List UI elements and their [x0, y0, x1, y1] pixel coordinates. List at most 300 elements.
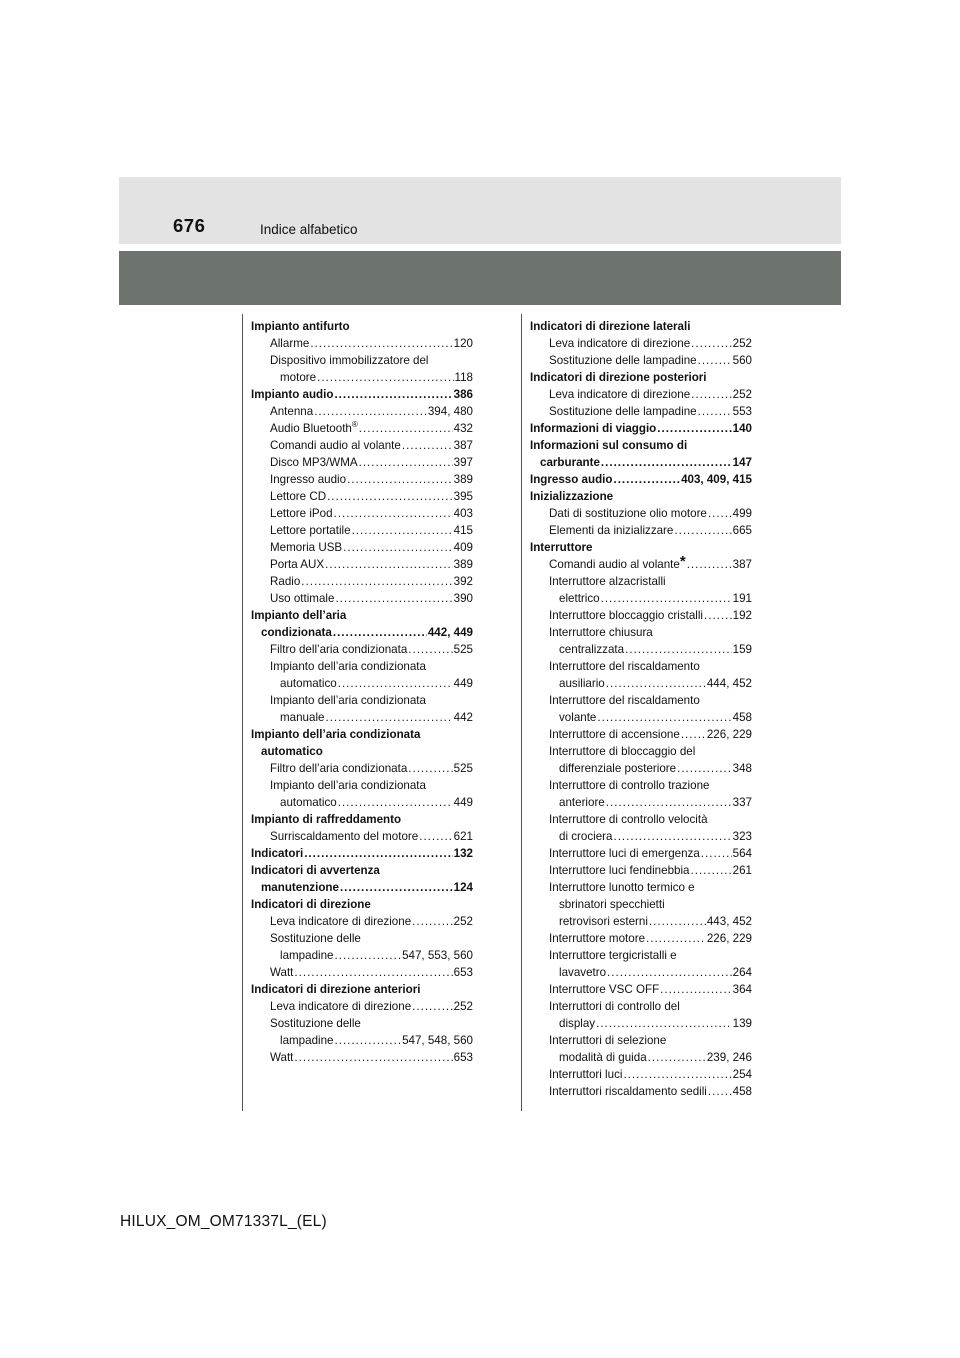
entry-label: lampadine	[280, 949, 334, 962]
page-reference: 348	[732, 762, 752, 775]
page-reference: 254	[732, 1068, 752, 1081]
entry-label: automatico	[280, 677, 337, 690]
dot-leader	[646, 930, 706, 947]
page-reference: 621	[453, 830, 473, 843]
dot-leader	[687, 556, 732, 573]
page-reference: 159	[732, 643, 752, 656]
entry-label: differenziale posteriore	[559, 762, 677, 775]
dot-leader	[606, 675, 706, 692]
dot-leader	[317, 369, 453, 386]
index-entry	[530, 1015, 752, 1032]
entry-label: Uso ottimale	[270, 592, 335, 605]
entry-label: Interruttori di selezione	[549, 1034, 667, 1047]
entry-label: condizionata	[261, 626, 332, 639]
dot-leader	[338, 675, 453, 692]
dot-leader	[334, 386, 452, 403]
dot-leader	[698, 352, 732, 369]
index-heading	[530, 437, 752, 454]
entry-label: Indicatori di direzione	[251, 898, 371, 911]
entry-label: Impianto di raffreddamento	[251, 813, 402, 826]
entry-label: Interruttore VSC OFF	[549, 983, 660, 996]
entry-label: Impianto dell’aria	[251, 609, 347, 622]
index-entry	[251, 760, 473, 777]
entry-label: Interruttore luci di emergenza	[549, 847, 700, 860]
dot-leader	[419, 828, 452, 845]
entry-label: Indicatori di direzione anteriori	[251, 983, 421, 996]
index-entry	[530, 709, 752, 726]
index-column-right	[530, 318, 752, 1100]
entry-label: Ingresso audio	[270, 473, 347, 486]
entry-label: Interruttore	[530, 541, 593, 554]
entry-label: Dispositivo immobilizzatore del	[270, 354, 429, 367]
entry-label: Sostituzione delle lampadine	[549, 405, 697, 418]
index-entry	[251, 590, 473, 607]
entry-label: motore	[280, 371, 317, 384]
page-reference: 139	[732, 1017, 752, 1030]
entry-label: sbrinatori specchietti	[559, 898, 665, 911]
page-reference: 443, 452	[706, 915, 752, 928]
index-entry	[530, 573, 752, 590]
dot-leader	[333, 624, 427, 641]
dot-leader	[625, 641, 732, 658]
page-reference: 192	[732, 609, 752, 622]
page-reference: 653	[453, 966, 473, 979]
dot-leader	[301, 573, 452, 590]
column-divider-left	[242, 314, 243, 1111]
page-reference: 665	[732, 524, 752, 537]
index-entry	[530, 913, 752, 930]
dot-leader	[657, 420, 731, 437]
entry-label: volante	[559, 711, 597, 724]
asterisk-mark: *	[679, 553, 686, 570]
dot-leader	[601, 454, 732, 471]
index-entry	[251, 930, 473, 947]
page-reference: 147	[732, 456, 752, 469]
entry-label: Indicatori di avvertenza	[251, 864, 380, 877]
entry-label: Impianto dell’aria condizionata	[251, 728, 421, 741]
entry-label: Leva indicatore di direzione	[270, 915, 412, 928]
dot-leader	[304, 845, 452, 862]
entry-label: Impianto dell’aria condizionata	[270, 660, 426, 673]
index-heading	[251, 862, 473, 879]
page-reference: 389	[453, 558, 473, 571]
index-heading	[251, 607, 473, 624]
index-entry	[251, 403, 473, 420]
entry-label: Interruttore di controllo trazione	[549, 779, 710, 792]
page-reference: 499	[732, 507, 752, 520]
index-entry	[530, 811, 752, 828]
page-reference: 337	[732, 796, 752, 809]
dot-leader	[681, 726, 706, 743]
page-reference: 444, 452	[706, 677, 752, 690]
index-entry	[251, 471, 473, 488]
page-reference: 403, 409, 415	[681, 473, 752, 486]
index-heading	[530, 471, 752, 488]
header-band	[119, 177, 841, 244]
index-entry	[251, 709, 473, 726]
entry-label: Interruttore luci fendinebbia	[549, 864, 690, 877]
entry-label: Informazioni di viaggio	[530, 422, 657, 435]
page-reference: 323	[732, 830, 752, 843]
page-reference: 442	[453, 711, 473, 724]
dot-leader	[335, 1032, 402, 1049]
index-entry	[530, 1083, 752, 1100]
entry-label: Interruttore chiusura	[549, 626, 653, 639]
index-entry	[251, 505, 473, 522]
entry-label: Comandi audio al volante	[270, 439, 401, 452]
dot-leader	[325, 709, 452, 726]
index-heading	[530, 539, 752, 556]
dot-leader	[698, 403, 732, 420]
page-reference: 449	[453, 796, 473, 809]
page-reference: 191	[732, 592, 752, 605]
index-entry	[530, 760, 752, 777]
page-reference: 387	[453, 439, 473, 452]
index-entry	[251, 488, 473, 505]
entry-label: Lettore CD	[270, 490, 327, 503]
index-entry	[530, 1049, 752, 1066]
entry-label: Leva indicatore di direzione	[270, 1000, 412, 1013]
entry-label: Interruttori di controllo del	[549, 1000, 680, 1013]
index-heading	[251, 318, 473, 335]
index-heading	[251, 981, 473, 998]
entry-label: Dati di sostituzione olio motore	[549, 507, 707, 520]
dot-leader	[648, 1049, 706, 1066]
dot-leader	[335, 590, 452, 607]
page-reference: 564	[732, 847, 752, 860]
index-entry	[251, 777, 473, 794]
entry-label: Lettore iPod	[270, 507, 333, 520]
entry-label: Lettore portatile	[270, 524, 351, 537]
dot-leader	[408, 641, 452, 658]
index-entry	[530, 692, 752, 709]
index-entry	[251, 675, 473, 692]
index-entry	[530, 352, 752, 369]
entry-label: elettrico	[559, 592, 600, 605]
index-entry	[251, 352, 473, 369]
entry-label: Antenna	[270, 405, 314, 418]
entry-label: Indicatori	[251, 847, 304, 860]
dot-leader	[335, 947, 402, 964]
entry-label: Disco MP3/WMA	[270, 456, 358, 469]
entry-label: Radio	[270, 575, 301, 588]
page-number: 676	[173, 215, 206, 236]
page-reference: 226, 229	[706, 728, 752, 741]
page-reference: 395	[453, 490, 473, 503]
index-entry	[530, 777, 752, 794]
entry-label: Comandi audio al volante*	[549, 553, 686, 571]
index-entry	[251, 437, 473, 454]
index-entry	[251, 556, 473, 573]
entry-label: carburante	[540, 456, 600, 469]
index-entry	[251, 947, 473, 964]
index-entry	[251, 828, 473, 845]
index-entry	[251, 1015, 473, 1032]
index-heading	[251, 811, 473, 828]
dot-leader	[352, 522, 453, 539]
page-reference: 140	[732, 422, 752, 435]
index-entry	[251, 522, 473, 539]
entry-label: Indicatori di direzione laterali	[530, 320, 691, 333]
entry-label: Ingresso audio	[530, 473, 613, 486]
entry-label: Leva indicatore di direzione	[549, 388, 691, 401]
index-heading	[251, 726, 473, 743]
index-heading	[530, 488, 752, 505]
page-reference: 409	[453, 541, 473, 554]
dot-leader	[412, 998, 453, 1015]
entry-label: automatico	[280, 796, 337, 809]
entry-label: Filtro dell’aria condizionata	[270, 762, 408, 775]
index-entry	[530, 335, 752, 352]
dot-leader	[338, 794, 453, 811]
page-reference: 560	[732, 354, 752, 367]
page-reference: 120	[453, 337, 473, 350]
page-reference: 653	[453, 1051, 473, 1064]
index-entry	[251, 1032, 473, 1049]
entry-label: Impianto antifurto	[251, 320, 350, 333]
dot-leader	[623, 1066, 731, 1083]
entry-label: Interruttore di accensione	[549, 728, 680, 741]
dot-leader	[704, 607, 732, 624]
entry-label: Interruttore bloccaggio cristalli	[549, 609, 704, 622]
dot-leader	[314, 403, 427, 420]
entry-label: automatico	[261, 745, 323, 758]
dot-leader	[359, 420, 453, 437]
entry-label: Impianto audio	[251, 388, 334, 401]
index-entry	[530, 607, 752, 624]
dot-leader	[691, 862, 732, 879]
index-entry	[530, 794, 752, 811]
entry-label: Interruttore motore	[549, 932, 646, 945]
entry-label: Indicatori di direzione posteriori	[530, 371, 707, 384]
page-reference: 252	[453, 1000, 473, 1013]
entry-label: manuale	[280, 711, 325, 724]
header-bar	[119, 251, 841, 305]
entry-label: Impianto dell’aria condizionata	[270, 779, 426, 792]
entry-label: retrovisori esterni	[559, 915, 648, 928]
index-entry	[251, 641, 473, 658]
index-heading	[251, 386, 473, 403]
index-entry	[251, 658, 473, 675]
dot-leader	[325, 556, 453, 573]
entry-label: Surriscaldamento del motore	[270, 830, 419, 843]
index-entry	[251, 624, 473, 641]
dot-leader	[649, 913, 706, 930]
page-reference: 458	[732, 711, 752, 724]
index-entry	[251, 743, 473, 760]
entry-label: manutenzione	[261, 881, 339, 894]
dot-leader	[340, 879, 453, 896]
page-reference: 264	[732, 966, 752, 979]
dot-leader	[327, 488, 453, 505]
dot-leader	[294, 964, 452, 981]
entry-label: Elementi da inizializzare	[549, 524, 674, 537]
page-reference: 390	[453, 592, 473, 605]
dot-leader	[359, 454, 453, 471]
index-entry	[251, 539, 473, 556]
index-entry	[530, 505, 752, 522]
index-entry	[530, 624, 752, 641]
page-reference: 386	[453, 388, 473, 401]
index-entry	[530, 862, 752, 879]
page-reference: 124	[453, 881, 473, 894]
index-entry	[530, 743, 752, 760]
entry-label: Impianto dell’aria condizionata	[270, 694, 426, 707]
index-entry	[251, 573, 473, 590]
dot-leader	[708, 505, 732, 522]
index-entry	[251, 1049, 473, 1066]
entry-label: Sostituzione delle	[270, 1017, 361, 1030]
page-reference: 132	[453, 847, 473, 860]
index-entry	[530, 930, 752, 947]
dot-leader	[677, 760, 732, 777]
page-reference: 547, 553, 560	[402, 949, 473, 962]
entry-label: Interruttori riscaldamento sedili	[549, 1085, 707, 1098]
index-heading	[530, 318, 752, 335]
dot-leader	[674, 522, 731, 539]
page-reference: 252	[732, 388, 752, 401]
index-entry	[530, 947, 752, 964]
index-entry	[530, 641, 752, 658]
index-entry	[530, 1066, 752, 1083]
dot-leader	[402, 437, 453, 454]
registered-mark: ®	[351, 420, 358, 430]
entry-label: centralizzata	[559, 643, 625, 656]
dot-leader	[412, 913, 453, 930]
index-entry	[251, 369, 473, 386]
dot-leader	[691, 386, 732, 403]
page-reference: 226, 229	[706, 932, 752, 945]
page-reference: 252	[732, 337, 752, 350]
index-entry	[530, 553, 752, 573]
entry-label: Interruttore di controllo velocità	[549, 813, 708, 826]
dot-leader	[408, 760, 452, 777]
entry-label: Interruttori luci	[549, 1068, 623, 1081]
page-reference: 261	[732, 864, 752, 877]
entry-label: Allarme	[270, 337, 310, 350]
page-reference: 403	[453, 507, 473, 520]
page-reference: 364	[732, 983, 752, 996]
page-reference: 415	[453, 524, 473, 537]
entry-label: Informazioni sul consumo di	[530, 439, 688, 452]
dot-leader	[334, 505, 453, 522]
entry-label: Watt	[270, 1051, 294, 1064]
dot-leader	[607, 964, 732, 981]
index-entry	[530, 981, 752, 998]
entry-label: Interruttore tergicristalli e	[549, 949, 677, 962]
entry-label: lampadine	[280, 1034, 334, 1047]
index-entry	[251, 913, 473, 930]
dot-leader	[596, 1015, 732, 1032]
page-reference: 553	[732, 405, 752, 418]
entry-label: lavavetro	[559, 966, 607, 979]
page-reference: 525	[453, 643, 473, 656]
entry-label: Porta AUX	[270, 558, 325, 571]
page-reference: 118	[454, 371, 473, 384]
page-reference: 394, 480	[427, 405, 473, 418]
page-reference: 239, 246	[706, 1051, 752, 1064]
index-entry	[251, 692, 473, 709]
dot-leader	[294, 1049, 452, 1066]
entry-label: Leva indicatore di direzione	[549, 337, 691, 350]
index-heading	[251, 896, 473, 913]
index-entry	[251, 335, 473, 352]
index-entry	[251, 998, 473, 1015]
entry-label: Filtro dell’aria condizionata	[270, 643, 408, 656]
dot-leader	[660, 981, 731, 998]
entry-label: Memoria USB	[270, 541, 343, 554]
page-reference: 389	[453, 473, 473, 486]
index-heading	[251, 845, 473, 862]
entry-label: Interruttore alzacristalli	[549, 575, 666, 588]
page-reference: 458	[732, 1085, 752, 1098]
dot-leader	[347, 471, 453, 488]
index-entry	[530, 522, 752, 539]
index-entry	[251, 879, 473, 896]
index-entry	[530, 879, 752, 896]
entry-label: Interruttore del riscaldamento	[549, 694, 700, 707]
index-heading	[530, 369, 752, 386]
dot-leader	[601, 590, 732, 607]
page-reference: 547, 548, 560	[402, 1034, 473, 1047]
index-entry	[530, 454, 752, 471]
page-reference: 392	[453, 575, 473, 588]
index-entry	[530, 845, 752, 862]
page-reference: 432	[453, 422, 473, 435]
index-entry	[530, 403, 752, 420]
index-entry	[530, 590, 752, 607]
index-column-left	[251, 318, 473, 1066]
index-entry	[530, 998, 752, 1015]
page-reference: 387	[732, 558, 752, 571]
index-entry	[530, 828, 752, 845]
page-reference: 397	[453, 456, 473, 469]
index-entry	[530, 964, 752, 981]
entry-label: ausiliario	[559, 677, 605, 690]
column-divider-right	[521, 314, 522, 1111]
index-entry	[530, 896, 752, 913]
index-entry	[530, 658, 752, 675]
entry-label: display	[559, 1017, 596, 1030]
index-entry	[530, 726, 752, 743]
entry-label: Interruttore lunotto termico e	[549, 881, 695, 894]
entry-label: di crociera	[559, 830, 613, 843]
entry-label: Sostituzione delle	[270, 932, 361, 945]
dot-leader	[597, 709, 731, 726]
dot-leader	[310, 335, 452, 352]
entry-label: Watt	[270, 966, 294, 979]
index-entry	[530, 1032, 752, 1049]
index-entry	[251, 964, 473, 981]
entry-label: modalità di guida	[559, 1051, 647, 1064]
dot-leader	[606, 794, 732, 811]
entry-label: Interruttore del riscaldamento	[549, 660, 700, 673]
index-entry	[530, 675, 752, 692]
index-heading	[530, 420, 752, 437]
entry-label: Audio Bluetooth®	[270, 420, 358, 435]
section-title: Indice alfabetico	[260, 222, 358, 237]
index-entry	[251, 454, 473, 471]
dot-leader	[691, 335, 732, 352]
dot-leader	[613, 828, 731, 845]
page-reference: 525	[453, 762, 473, 775]
index-entry	[530, 386, 752, 403]
entry-label: anteriore	[559, 796, 605, 809]
dot-leader	[613, 471, 680, 488]
document-code: HILUX_OM_OM71337L_(EL)	[120, 1213, 327, 1230]
page-reference: 449	[453, 677, 473, 690]
page-reference: 442, 449	[427, 626, 473, 639]
